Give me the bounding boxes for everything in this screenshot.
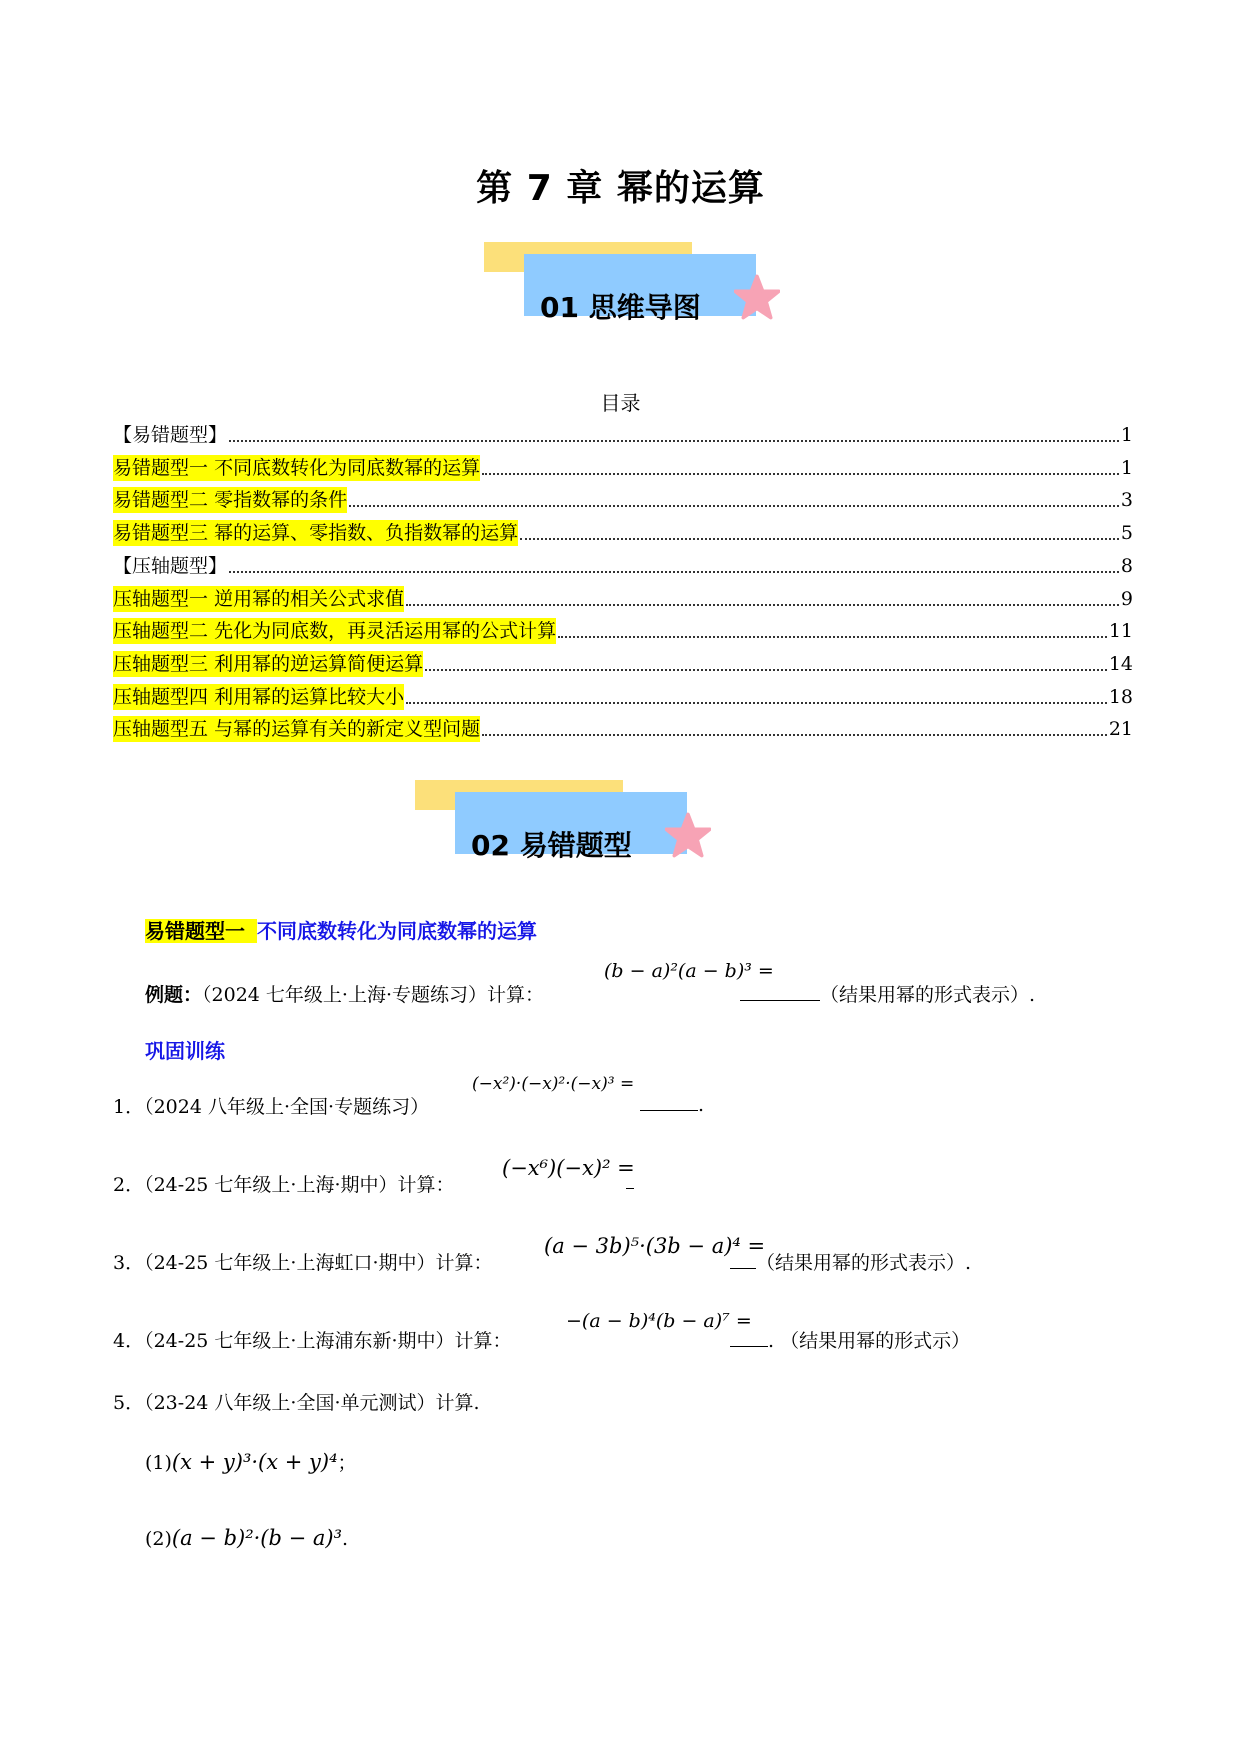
example-answer [740,980,1035,1007]
question-tail: . [698,1094,705,1116]
toc-title: 目录 [600,391,641,415]
toc-dot-leader [482,473,1119,475]
toc-entry[interactable] [113,680,1133,710]
banner-title: 02 易错题型 [471,829,632,862]
toc-entry[interactable] [113,451,1133,481]
toc-entry-text: 幂的运算、零指数、负指数幂的运算 [214,522,519,545]
question-source: （2024 八年级上·全国·专题练习） [144,1096,430,1118]
toc-dot-leader [349,505,1119,507]
section-banner-errors [415,780,715,870]
answer-blank [730,1250,756,1269]
question-source: （23-24 八年级上·全国·单元测试）计算. [144,1392,480,1414]
toc-entry-text: 零指数幂的条件 [214,489,348,512]
answer-blank [626,1170,634,1189]
toc-page-number: 14 [1108,652,1133,675]
toc-entry-label: 易错题型二 [113,489,209,512]
toc-entry-label: 【易错题型】 [113,424,228,446]
example-source: （2024 七年级上·上海·专题练习）计算： [202,984,544,1006]
question-3-answer [730,1248,971,1275]
star-icon [734,274,780,320]
question-3 [113,1248,493,1275]
toc-entry-text: 逆用幂的相关公式求值 [214,587,405,610]
toc-entry-highlight [113,487,347,513]
question-4-formula: −(a − b)⁴(b − a)⁷ = [566,1310,752,1332]
toc-page-number: 21 [1108,718,1133,741]
toc-entry[interactable] [113,549,1133,579]
toc-page-number: 5 [1120,522,1133,545]
toc-page-number: 3 [1120,489,1133,512]
question-source: （24-25 七年级上·上海浦东新·期中）计算： [144,1330,512,1352]
sub-question-number: (2) [145,1528,172,1550]
section-banner-mindmap [484,242,784,332]
toc-page-number: 1 [1120,424,1133,446]
question-tail: . （结果用幂的形式示） [768,1330,971,1352]
sub-question-2 [145,1526,348,1550]
toc-entry[interactable] [113,418,1133,448]
toc-dot-leader [229,440,1119,442]
toc-entry-text: 利用幂的逆运算简便运算 [214,652,424,675]
question-5 [113,1388,480,1415]
question-4 [113,1326,512,1353]
toc-entry-highlight [113,618,556,644]
toc-entry-text: 不同底数转化为同底数幂的运算 [214,456,481,479]
toc-entry-label: 压轴题型四 [113,685,209,708]
sub-question-number: (1) [145,1452,172,1474]
toc-dot-leader [406,604,1119,606]
toc-dot-leader [520,538,1119,540]
question-number: 3． [113,1252,145,1274]
toc-entry-highlight [113,520,518,546]
question-tail: （结果用幂的形式表示）. [756,1252,972,1274]
star-icon [665,812,711,858]
practice-heading: 巩固训练 [145,1039,225,1063]
toc-entry-highlight [113,684,404,710]
toc-page-number: 1 [1120,456,1133,479]
question-number: 4． [113,1330,145,1352]
question-4-answer [730,1326,970,1353]
toc-entry[interactable] [113,712,1133,742]
banner-title: 01 思维导图 [540,291,701,324]
toc-dot-leader [425,669,1107,671]
toc-entry[interactable] [113,483,1133,513]
toc-dot-leader [482,734,1107,736]
toc-entry-text: 与幂的运算有关的新定义型问题 [214,718,481,741]
toc-entry-highlight [113,651,423,677]
answer-blank [740,982,820,1001]
question-number: 2． [113,1174,145,1196]
toc-entry-text: 先化为同底数，再灵活运用幂的公式计算 [214,620,557,643]
sub-question-tail: . [342,1528,349,1550]
toc-entry-text: 利用幂的运算比较大小 [214,685,405,708]
toc-page-number: 11 [1108,620,1133,643]
question-1-answer [640,1092,704,1116]
toc-page-number: 9 [1120,587,1133,610]
section-title: 不同底数转化为同底数幂的运算 [257,919,537,943]
answer-blank [640,1092,698,1111]
example-tail: （结果用幂的形式表示）. [820,984,1036,1006]
toc-dot-leader [229,571,1119,573]
question-3-formula: (a − 3b)⁵·(3b − a)⁴ = [544,1234,766,1258]
toc-entry-label: 压轴题型一 [113,587,209,610]
question-2-answer [626,1170,634,1194]
question-2-formula: (−x⁶)(−x)² = [502,1156,635,1180]
question-number: 5． [113,1392,145,1414]
toc-entry-label: 【压轴题型】 [113,554,228,577]
toc-entry-label: 压轴题型三 [113,652,209,675]
page-title: 第 7 章 幂的运算 [476,168,765,209]
question-source: （24-25 七年级上·上海虹口·期中）计算： [144,1252,493,1274]
toc-entry[interactable] [113,516,1133,546]
example-label: 例题： [145,984,203,1006]
example-line [145,980,544,1007]
toc-page-number: 18 [1108,685,1133,708]
toc-entry-highlight [113,716,480,742]
toc-entry-label: 易错题型一 [113,456,209,479]
sub-question-tail: ； [337,1452,357,1474]
sub-question-formula: (x + y)³·(x + y)⁴ [171,1450,338,1474]
toc-dot-leader [558,636,1107,638]
toc-entry[interactable] [113,582,1133,612]
toc-entry-label: 压轴题型五 [113,718,209,741]
sub-question-formula: (a − b)²·(b − a)³ [171,1526,343,1550]
example-formula: (b − a)²(a − b)³ = [604,960,774,982]
section-heading [145,915,537,944]
toc-entry-highlight [113,586,404,612]
question-1 [113,1092,429,1119]
toc-entry-highlight [113,455,480,481]
question-1-formula: (−x²)·(−x)²·(−x)³ = [472,1074,635,1094]
toc-dot-leader [406,702,1107,704]
toc-entry-label: 压轴题型二 [113,620,209,643]
section-label: 易错题型一 [145,919,257,943]
toc-entry[interactable] [113,647,1133,677]
answer-blank [730,1328,768,1347]
question-number: 1． [113,1096,145,1118]
question-source: （24-25 七年级上·上海·期中）计算： [144,1174,455,1196]
toc-entry[interactable] [113,614,1133,644]
sub-question-1 [145,1448,357,1475]
toc-page-number: 8 [1120,554,1133,577]
question-2 [113,1170,455,1197]
toc-entry-label: 易错题型三 [113,522,209,545]
